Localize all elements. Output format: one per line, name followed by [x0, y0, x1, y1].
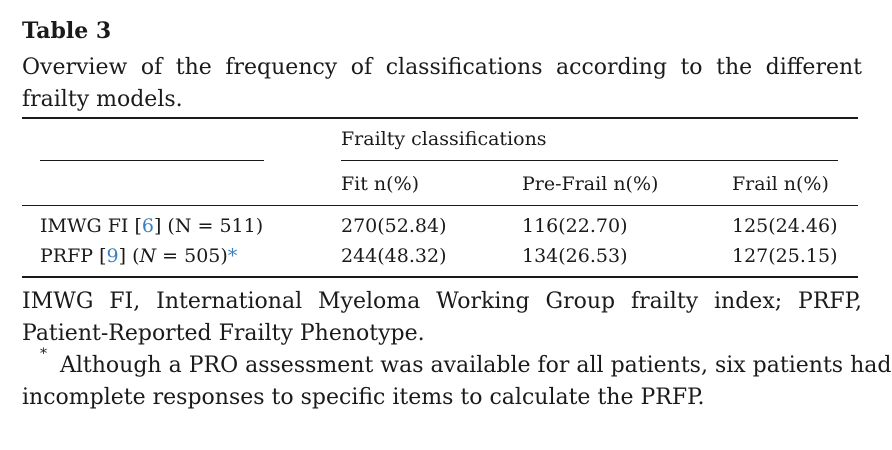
- table-cell: 127(25.15): [732, 245, 838, 267]
- table-caption: Overview of the frequency of classifications according to the different frailty models.: [22, 55, 862, 112]
- sample-size-suffix: = 505): [156, 245, 228, 267]
- reference-link[interactable]: 9: [106, 245, 119, 267]
- row-label-prfp: PRFP [9] (N = 505)*: [40, 245, 238, 267]
- bottom-rule: [22, 276, 858, 278]
- table-cell: 244(48.32): [341, 245, 447, 267]
- row-name: IMWG FI: [40, 215, 129, 237]
- sample-size-symbol: N: [139, 245, 157, 267]
- footnote-line-1: Although a PRO assessment was available for all patients, six patients had: [60, 353, 892, 378]
- footnote-text: [22, 350, 892, 414]
- spanner-rule: [341, 160, 838, 161]
- column-header-frail: Frail n(%): [732, 173, 829, 195]
- table-cell: 125(24.46): [732, 215, 838, 237]
- table-cell: 270(52.84): [341, 215, 447, 237]
- reference-link[interactable]: 6: [141, 215, 154, 237]
- footnote-marker-link[interactable]: *: [227, 245, 238, 267]
- table-cell: 116(22.70): [522, 215, 628, 237]
- footnote-line-2: incomplete responses to specific items to calculate the PRFP.: [22, 385, 705, 410]
- header-rule: [22, 205, 858, 206]
- column-header-pre-frail: Pre-Frail n(%): [522, 173, 659, 195]
- row-label-imwg-fi: IMWG FI [6] (N = 511): [40, 215, 264, 237]
- row-name: PRFP: [40, 245, 94, 267]
- sample-size: (N = 511): [167, 215, 264, 237]
- table-label: Table 3: [22, 18, 112, 44]
- stub-rule: [40, 160, 264, 161]
- column-header-fit: Fit n(%): [341, 173, 420, 195]
- sample-size-prefix: (: [132, 245, 140, 267]
- spanner-header: Frailty classifications: [341, 128, 547, 150]
- abbreviations-note: IMWG FI, International Myeloma Working Group frailty index; PRFP, Patient-Reported Frailty Phenotype.: [22, 289, 862, 346]
- table-cell: 134(26.53): [522, 245, 628, 267]
- top-rule: [22, 117, 858, 119]
- footnote-marker: *: [40, 346, 47, 362]
